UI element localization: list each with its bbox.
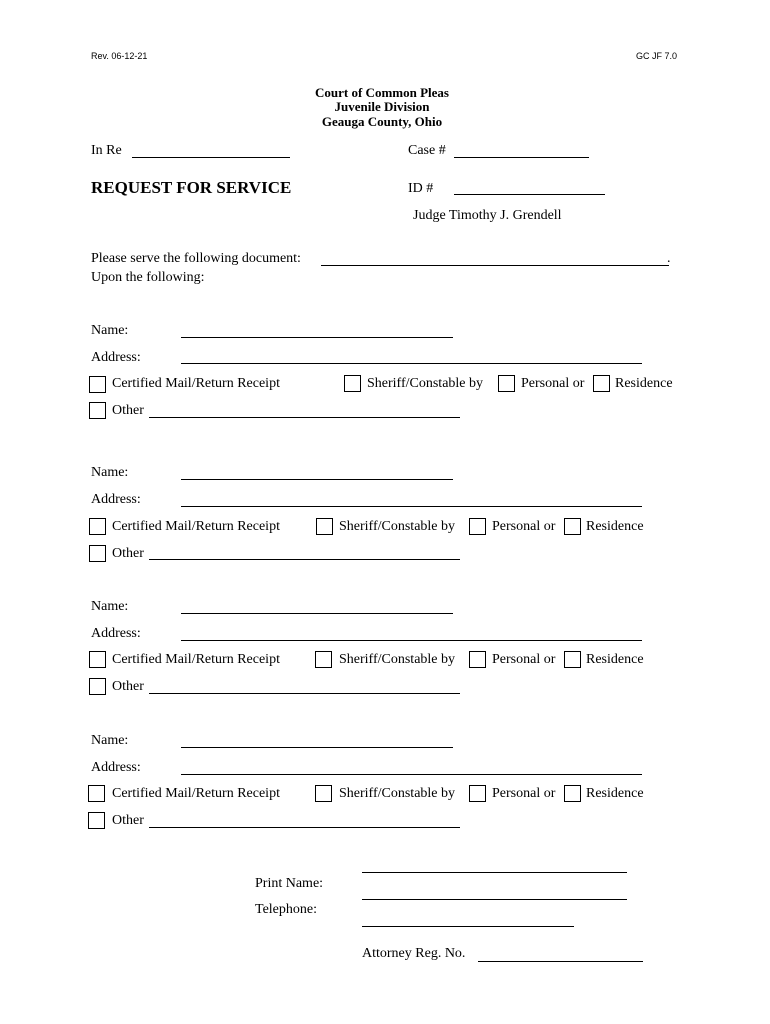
recipient-4-name-label: Name: xyxy=(91,733,129,748)
recipient-4-other-checkbox[interactable] xyxy=(88,812,105,829)
recipient-1-sheriff-checkbox[interactable] xyxy=(344,375,361,392)
recipient-4-residence-checkbox[interactable] xyxy=(564,785,581,802)
recipient-3-certified-label: Certified Mail/Return Receipt xyxy=(112,652,280,667)
recipient-4-address-field[interactable] xyxy=(181,774,642,775)
recipient-2-certified-checkbox[interactable] xyxy=(89,518,106,535)
recipient-3-personal-label: Personal or xyxy=(492,652,556,667)
telephone-label: Telephone: xyxy=(255,902,317,917)
serve-document-label: Please serve the following document: xyxy=(91,251,301,266)
recipient-1-address-field[interactable] xyxy=(181,363,642,364)
form-title: REQUEST FOR SERVICE xyxy=(91,178,292,197)
document-field[interactable] xyxy=(321,265,669,266)
attorney-reg-field[interactable] xyxy=(478,961,643,962)
recipient-1-name-label: Name: xyxy=(91,323,129,338)
recipient-3-name-field[interactable] xyxy=(181,613,453,614)
recipient-1-sheriff-label: Sheriff/Constable by xyxy=(367,376,484,391)
recipient-4-name-field[interactable] xyxy=(181,747,453,748)
attorney-reg-label: Attorney Reg. No. xyxy=(362,946,466,961)
recipient-4-other-field[interactable] xyxy=(149,827,460,828)
recipient-3-certified-checkbox[interactable] xyxy=(89,651,106,668)
print-name-field[interactable] xyxy=(362,899,627,900)
recipient-2-certified-label: Certified Mail/Return Receipt xyxy=(112,519,280,534)
recipient-1-personal-checkbox[interactable] xyxy=(498,375,515,392)
recipient-2-address-label: Address: xyxy=(91,492,141,507)
case-number-label: Case # xyxy=(408,143,446,158)
recipient-3-residence-checkbox[interactable] xyxy=(564,651,581,668)
recipient-4-sheriff-checkbox[interactable] xyxy=(315,785,332,802)
recipient-1-other-checkbox[interactable] xyxy=(89,402,106,419)
recipient-4-other-label: Other xyxy=(112,813,144,828)
id-label: ID # xyxy=(408,181,434,196)
recipient-3-address-label: Address: xyxy=(91,626,141,641)
recipient-4-sheriff-label: Sheriff/Constable by xyxy=(339,786,456,801)
recipient-2-name-field[interactable] xyxy=(181,479,453,480)
recipient-2-sheriff-checkbox[interactable] xyxy=(316,518,333,535)
recipient-1-address-label: Address: xyxy=(91,350,141,365)
recipient-3-sheriff-checkbox[interactable] xyxy=(315,651,332,668)
recipient-2-name-label: Name: xyxy=(91,465,129,480)
recipient-4-address-label: Address: xyxy=(91,760,141,775)
recipient-1-other-label: Other xyxy=(112,403,144,418)
recipient-2-sheriff-label: Sheriff/Constable by xyxy=(339,519,456,534)
signature-field[interactable] xyxy=(362,872,627,873)
recipient-3-sheriff-label: Sheriff/Constable by xyxy=(339,652,456,667)
print-name-label: Print Name: xyxy=(255,876,324,891)
form-id: GC JF 7.0 xyxy=(636,51,678,61)
recipient-3-other-checkbox[interactable] xyxy=(89,678,106,695)
judge-name: Judge Timothy J. Grendell xyxy=(413,208,562,223)
recipient-1-certified-label: Certified Mail/Return Receipt xyxy=(112,376,280,391)
recipient-3-other-label: Other xyxy=(112,679,144,694)
recipient-4-certified-checkbox[interactable] xyxy=(88,785,105,802)
recipient-3-name-label: Name: xyxy=(91,599,129,614)
upon-following-label: Upon the following: xyxy=(91,270,205,285)
in-re-label: In Re xyxy=(91,143,122,158)
telephone-field[interactable] xyxy=(362,926,574,927)
in-re-field[interactable] xyxy=(132,157,290,158)
recipient-3-personal-checkbox[interactable] xyxy=(469,651,486,668)
recipient-2-personal-checkbox[interactable] xyxy=(469,518,486,535)
recipient-2-other-field[interactable] xyxy=(149,559,460,560)
recipient-3-address-field[interactable] xyxy=(181,640,642,641)
recipient-3-other-field[interactable] xyxy=(149,693,460,694)
recipient-1-other-field[interactable] xyxy=(149,417,460,418)
court-division: Juvenile Division xyxy=(334,99,430,114)
recipient-4-certified-label: Certified Mail/Return Receipt xyxy=(112,786,280,801)
recipient-3-residence-label: Residence xyxy=(586,652,644,667)
court-name: Court of Common Pleas xyxy=(315,85,449,100)
recipient-2-address-field[interactable] xyxy=(181,506,642,507)
recipient-1-residence-label: Residence xyxy=(615,376,673,391)
recipient-1-residence-checkbox[interactable] xyxy=(593,375,610,392)
recipient-2-other-label: Other xyxy=(112,546,144,561)
revision-date: Rev. 06-12-21 xyxy=(91,51,148,61)
recipient-4-residence-label: Residence xyxy=(586,786,644,801)
recipient-1-name-field[interactable] xyxy=(181,337,453,338)
recipient-2-residence-checkbox[interactable] xyxy=(564,518,581,535)
recipient-4-personal-checkbox[interactable] xyxy=(469,785,486,802)
recipient-2-other-checkbox[interactable] xyxy=(89,545,106,562)
recipient-2-personal-label: Personal or xyxy=(492,519,556,534)
court-county: Geauga County, Ohio xyxy=(321,114,443,129)
recipient-1-certified-checkbox[interactable] xyxy=(89,376,106,393)
id-field[interactable] xyxy=(454,194,605,195)
document-period: . xyxy=(667,251,671,266)
recipient-1-personal-label: Personal or xyxy=(521,376,585,391)
case-number-field[interactable] xyxy=(454,157,589,158)
recipient-2-residence-label: Residence xyxy=(586,519,644,534)
recipient-4-personal-label: Personal or xyxy=(492,786,556,801)
